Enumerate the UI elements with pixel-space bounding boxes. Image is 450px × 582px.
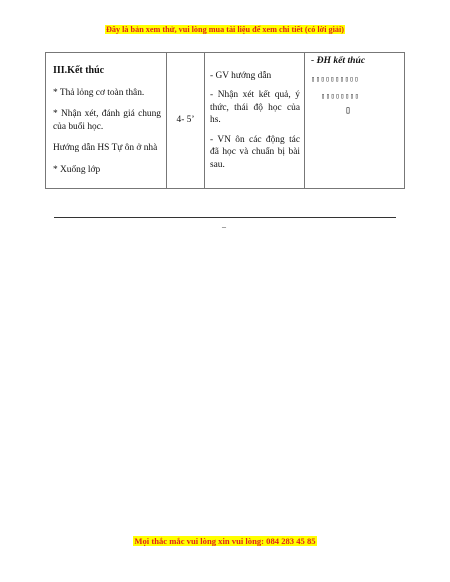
formation-row-icon: ▯▯▯▯▯▯▯▯ (321, 92, 360, 100)
content-item: * Thả lỏng cơ toàn thân. (53, 87, 145, 98)
teacher-item: - GV hướng dẫn (210, 70, 272, 81)
teacher-activity-cell (205, 53, 305, 189)
preview-banner (0, 25, 450, 34)
footer-dash: – (222, 222, 226, 231)
organization-cell (305, 53, 405, 189)
formation-row-icon: ▯▯▯▯▯▯▯▯▯▯ (311, 74, 360, 83)
contact-banner (0, 536, 450, 546)
duration-value: 4- 5’ (176, 115, 195, 126)
lesson-table (45, 52, 405, 189)
content-cell (46, 53, 167, 189)
organization-title: - ĐH kết thúc (311, 55, 366, 66)
divider-line (54, 217, 396, 218)
content-item: * Xuống lớp (53, 164, 101, 175)
preview-banner-text: Đây là bản xem thử, vui lòng mua tài liệu để xem chi tiết (có lời giải) (105, 25, 344, 34)
content-item: Hướng dẫn HS Tự ôn ở nhà (53, 143, 158, 153)
duration-cell (167, 53, 205, 189)
teacher-item: - VN ôn các động tác đã học và chuẩn bị bài sau. (210, 134, 300, 170)
teacher-item: - Nhận xét kết quả, ý thức, thái độ học của hs. (210, 90, 300, 126)
teacher-position-icon: ▯ (345, 104, 352, 116)
table-row (46, 53, 405, 189)
contact-banner-text: Mọi thắc mắc vui lòng xin vui lòng: 084 283 45 85 (134, 536, 316, 546)
content-item: * Nhận xét, đánh giá chung của buổi học. (53, 109, 161, 132)
section-title: III.Kết thúc (53, 65, 105, 76)
